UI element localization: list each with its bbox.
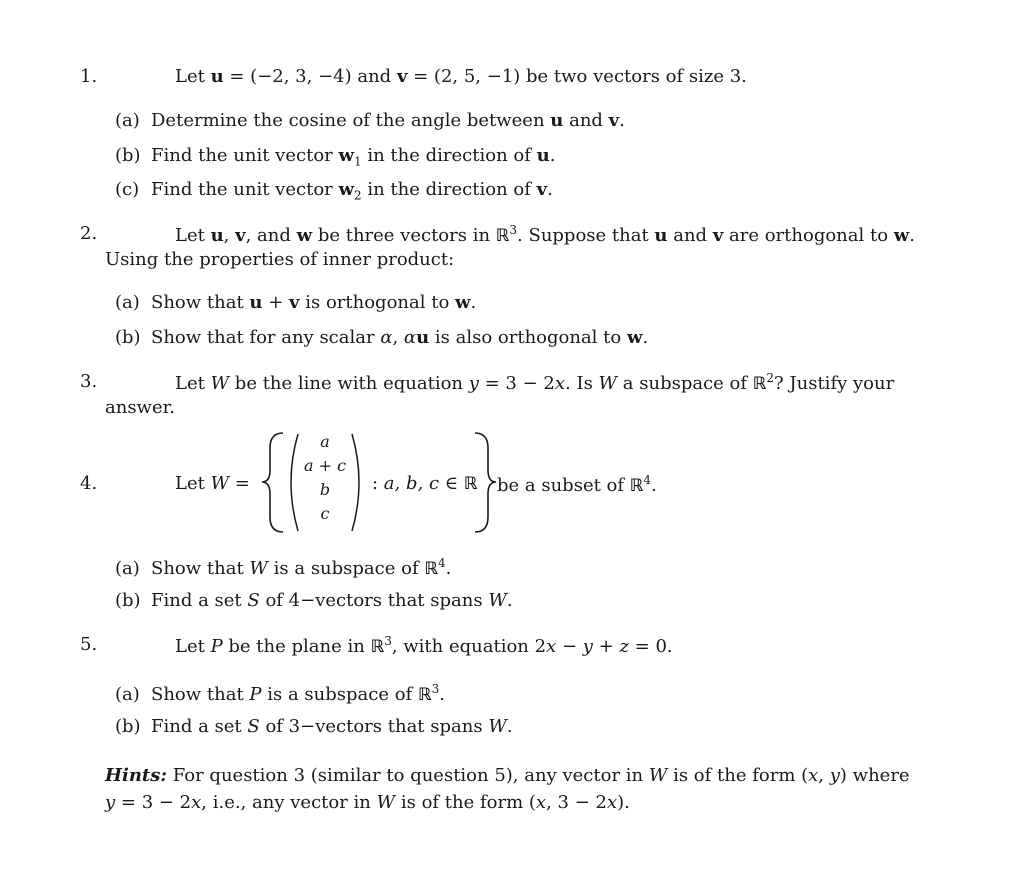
- hints-title: Hints:: [105, 765, 168, 786]
- q1-statement: Let u = (−2, 3, −4) and v = (2, 5, −1) be two vectors of size 3.: [175, 66, 747, 87]
- q4-set-definition: [0, 430, 1024, 535]
- q5-number: 5.: [80, 634, 98, 655]
- hints-paragraph-continued: y = 3 − 2x, i.e., any vector in W is of the form (x, 3 − 2x).: [105, 792, 630, 813]
- vector-entry-2: a + c: [303, 456, 347, 475]
- q1-part-b: (b) Find the unit vector $w_1$ in the direction of u.: [115, 145, 556, 169]
- column-vector: [290, 430, 360, 535]
- q1-part-c: (c) Find the unit vector $w_2$ in the direction of v.: [115, 179, 553, 203]
- q5-part-a: (a) Show that P is a subspace of ℝ$^3$.: [115, 682, 445, 705]
- q1-number: 1.: [80, 66, 98, 87]
- q1-part-a: (a) Determine the cosine of the angle between u and v.: [115, 110, 625, 131]
- q2-part-b: (b) Show that for any scalar α, αu is also orthogonal to w.: [115, 327, 649, 348]
- q4-set-label: Let W =: [175, 473, 250, 494]
- left-curly-brace: [262, 433, 283, 532]
- set-condition: : a, b, c ∈ ℝ: [372, 473, 478, 494]
- q3-statement-continued: answer.: [105, 397, 175, 418]
- q2-statement-continued: Using the properties of inner product:: [105, 249, 455, 270]
- vector-entry-3: b: [319, 480, 331, 499]
- right-curly-brace: [475, 433, 496, 532]
- q2-number: 2.: [80, 223, 98, 244]
- q2-part-a: (a) Show that u + v is orthogonal to w.: [115, 292, 477, 313]
- vector-entry-4: c: [320, 504, 330, 523]
- q3-statement: Let W be the line with equation y = 3 − 2x. Is W a subspace of ℝ$^2$? Justify your: [175, 371, 895, 394]
- q4-part-b: (b) Find a set S of 4−vectors that spans W.: [115, 590, 513, 611]
- q5-part-b: (b) Find a set S of 3−vectors that spans W.: [115, 716, 513, 737]
- q2-statement: Let u, v, and w be three vectors in ℝ$^3$. Suppose that u and v are orthogonal to w.: [175, 223, 916, 246]
- hints-paragraph: Hints: For question 3 (similar to question 5), any vector in W is of the form (x, y) where: [105, 765, 910, 786]
- q3-number: 3.: [80, 371, 98, 392]
- vector-entry-1: a: [320, 432, 330, 451]
- q5-statement: Let P be the plane in ℝ$^3$, with equation 2x − y + z = 0.: [175, 634, 673, 657]
- set-suffix: be a subset of ℝ$^4$.: [497, 473, 657, 496]
- q4-part-a: (a) Show that W is a subspace of ℝ$^4$.: [115, 556, 452, 579]
- q4-number: 4.: [80, 473, 98, 494]
